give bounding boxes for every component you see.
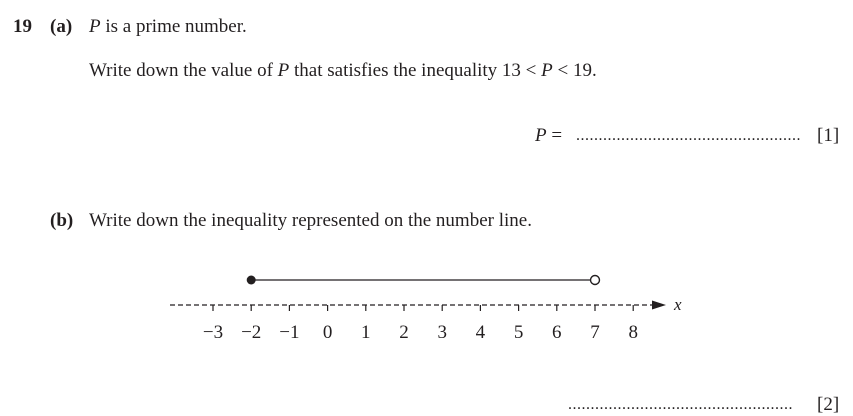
tick-label: −1: [279, 322, 300, 343]
answer-variable: P: [535, 125, 547, 146]
equals-sign: =: [551, 125, 563, 146]
axis-label: x: [674, 295, 682, 314]
tick-label: −3: [202, 322, 224, 343]
tick-label: 1: [361, 322, 371, 343]
part-b-label: (b): [50, 210, 74, 231]
tick-label: 6: [552, 322, 562, 343]
statement-text: is a prime number.: [105, 16, 247, 37]
marks-a: [1]: [817, 125, 840, 146]
instruction-pre: Write down the value of: [89, 60, 273, 81]
variable-p: P: [277, 60, 290, 81]
tick-label: −2: [241, 322, 262, 343]
variable-p: P: [89, 16, 101, 37]
tick-label: 7: [590, 322, 600, 343]
tick-label: 3: [437, 322, 447, 343]
variable-p: P: [541, 60, 553, 81]
part-b-instruction: Write down the inequality represented on the number line.: [89, 210, 532, 231]
tick-label: 2: [399, 322, 409, 343]
closed-endpoint: [247, 276, 256, 285]
tick-label: 0: [322, 322, 333, 343]
tick-label: 8: [628, 322, 638, 343]
open-endpoint: [591, 276, 600, 285]
question-number: 19: [13, 16, 32, 37]
axis-arrow-icon: [652, 301, 666, 310]
instruction-mid: that satisfies the inequality 13 <: [294, 60, 537, 81]
answer-dots-b[interactable]: ..................................................: [568, 396, 793, 413]
part-a-label: (a): [50, 16, 73, 37]
instruction-post: < 19.: [557, 60, 597, 81]
tick-label: 5: [513, 322, 524, 343]
tick-label: 4: [475, 322, 486, 343]
marks-b: [2]: [817, 394, 840, 415]
answer-dots-a[interactable]: ..................................................: [576, 127, 801, 144]
